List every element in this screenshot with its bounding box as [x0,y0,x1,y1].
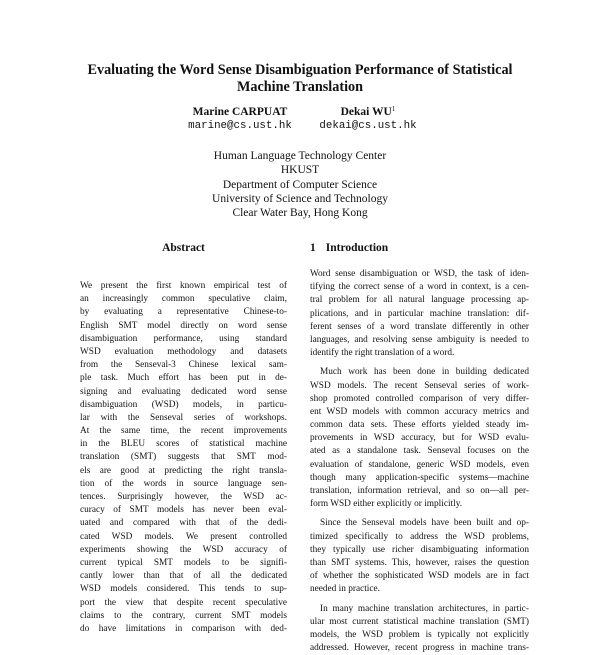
author-1 [180,105,300,133]
introduction-line: shop promoted controlled comparison of very differ- [310,393,529,406]
affiliation-line: University of Science and Technology [100,192,500,206]
introduction-line: In many machine translation architectures, in partic- [310,603,529,616]
abstract-line: tences. Surprisingly however, the WSD ac- [80,491,287,504]
abstract-line: cantly lower than that of all the dedicated [80,570,287,583]
abstract-line: At the same time, the recent improvements [80,425,287,438]
introduction-line: tral problem for all natural language processing ap- [310,294,529,307]
introduction-line: tifying the correct sense of a word in context, is a cen- [310,281,529,294]
introduction-column [310,241,529,655]
introduction-line: common data sets. These efforts yielded steady im- [310,419,529,432]
abstract-column [80,241,287,636]
section-number: 1 [310,242,316,254]
abstract-line: an increasingly common speculative claim, [80,293,287,306]
abstract-line: tion of the words in source language sen- [80,478,287,491]
author-block [0,105,600,135]
abstract-body [80,280,287,636]
abstract-line: cated WSD models. We present controlled [80,531,287,544]
introduction-heading [310,241,529,268]
affiliation-line: HKUST [100,163,500,177]
author-2 [308,105,428,133]
introduction-line: models, the WSD problem is typically not explicitly [310,629,529,642]
introduction-line: ent WSD models with common accuracy metrics and [310,406,529,419]
abstract-line: curacy of SMT models has never been eval- [80,504,287,517]
author-2-footnote-mark: 1 [392,105,396,113]
abstract-line: from the Senseval-3 Chinese lexical sam- [80,359,287,372]
abstract-line: lar with the Senseval series of workshops. [80,412,287,425]
introduction-line: form WSD either explicitly or implicitly. [310,498,529,511]
introduction-line: needed in practice. [310,583,529,596]
introduction-paragraph [310,603,529,655]
author-1-name: Marine CARPUAT [180,105,300,119]
introduction-line: timized specifically to address the WSD problems, [310,531,529,544]
abstract-line: do have limitations in comparison with ded- [80,623,287,636]
introduction-line: though many application-specific systems—machine [310,472,529,485]
introduction-line: ular most current statistical machine translation (SMT) [310,616,529,629]
abstract-line: port the view that despite recent speculative [80,597,287,610]
introduction-line: languages, and resolving sense ambiguity is needed to [310,334,529,347]
introduction-line: Much work has been done in building dedicated [310,366,529,379]
abstract-line: disambiguation (WSD) models, in particu- [80,399,287,412]
introduction-line: WSD models. The recent Senseval series of work- [310,380,529,393]
introduction-line: provements in WSD accuracy, but for WSD evalu- [310,432,529,445]
abstract-line: English SMT model directly on word sense [80,320,287,333]
abstract-line: in the BLEU scores of statistical machine [80,438,287,451]
abstract-line: disambiguation performance, using standard [80,333,287,346]
abstract-line: We present the first known empirical test of [80,280,287,293]
introduction-paragraph [310,366,529,511]
author-2-email: dekai@cs.ust.hk [308,119,428,133]
abstract-line: current typical SMT models to be signifi- [80,557,287,570]
abstract-heading: Abstract [80,241,287,268]
title-line-2: Machine Translation [60,79,540,96]
introduction-line: translation, information retrieval, and so on—all per- [310,485,529,498]
author-1-email: marine@cs.ust.hk [180,119,300,133]
introduction-line: they typically use richer disambiguating information [310,544,529,557]
abstract-line: uated and compared with that of the dedi- [80,517,287,530]
affiliation-line: Human Language Technology Center [100,149,500,163]
introduction-line: evaluation of standalone, generic WSD models, even [310,459,529,472]
introduction-line: of whether the sophisticated WSD models are in fact [310,570,529,583]
abstract-line: claims to the contrary, current SMT models [80,610,287,623]
introduction-line: ated as a standalone task. Senseval focuses on the [310,445,529,458]
author-2-name: Dekai $WU^1$ [308,105,428,119]
paper-title [60,62,540,96]
abstract-line: translation (SMT) suggests that SMT mod- [80,451,287,464]
abstract-line: els are good at predicting the right transla- [80,465,287,478]
introduction-line: identify the right translation of a word. [310,347,529,360]
abstract-line: WSD models considered. This tends to sup- [80,583,287,596]
introduction-paragraph [310,268,529,360]
abstract-line: experiments showing the WSD accuracy of [80,544,287,557]
introduction-line: addressed. However, recent progress in machine trans- [310,642,529,655]
introduction-body [310,268,529,655]
abstract-line: by evaluating a representative Chinese-to- [80,306,287,319]
introduction-paragraph [310,517,529,596]
abstract-line: WSD evaluation methodology and datasets [80,346,287,359]
section-title: Introduction [326,242,388,254]
introduction-line: ferent senses of a word translate differently in other [310,321,529,334]
title-line-1: Evaluating the Word Sense Disambiguation Performance of Statistical [60,62,540,79]
introduction-line: Word sense disambiguation or WSD, the task of iden- [310,268,529,281]
affiliation-line: Department of Computer Science [100,178,500,192]
introduction-line: than SMT systems. This, however, raises the question [310,557,529,570]
affiliation [100,149,500,220]
introduction-line: plications, and in particular machine translation: dif- [310,308,529,321]
abstract-line: signing and evaluating dedicated word sense [80,386,287,399]
introduction-line: Since the Senseval models have been built and op- [310,517,529,530]
abstract-line: ple task. Much effort has been put in de- [80,372,287,385]
affiliation-line: Clear Water Bay, Hong Kong [100,206,500,220]
